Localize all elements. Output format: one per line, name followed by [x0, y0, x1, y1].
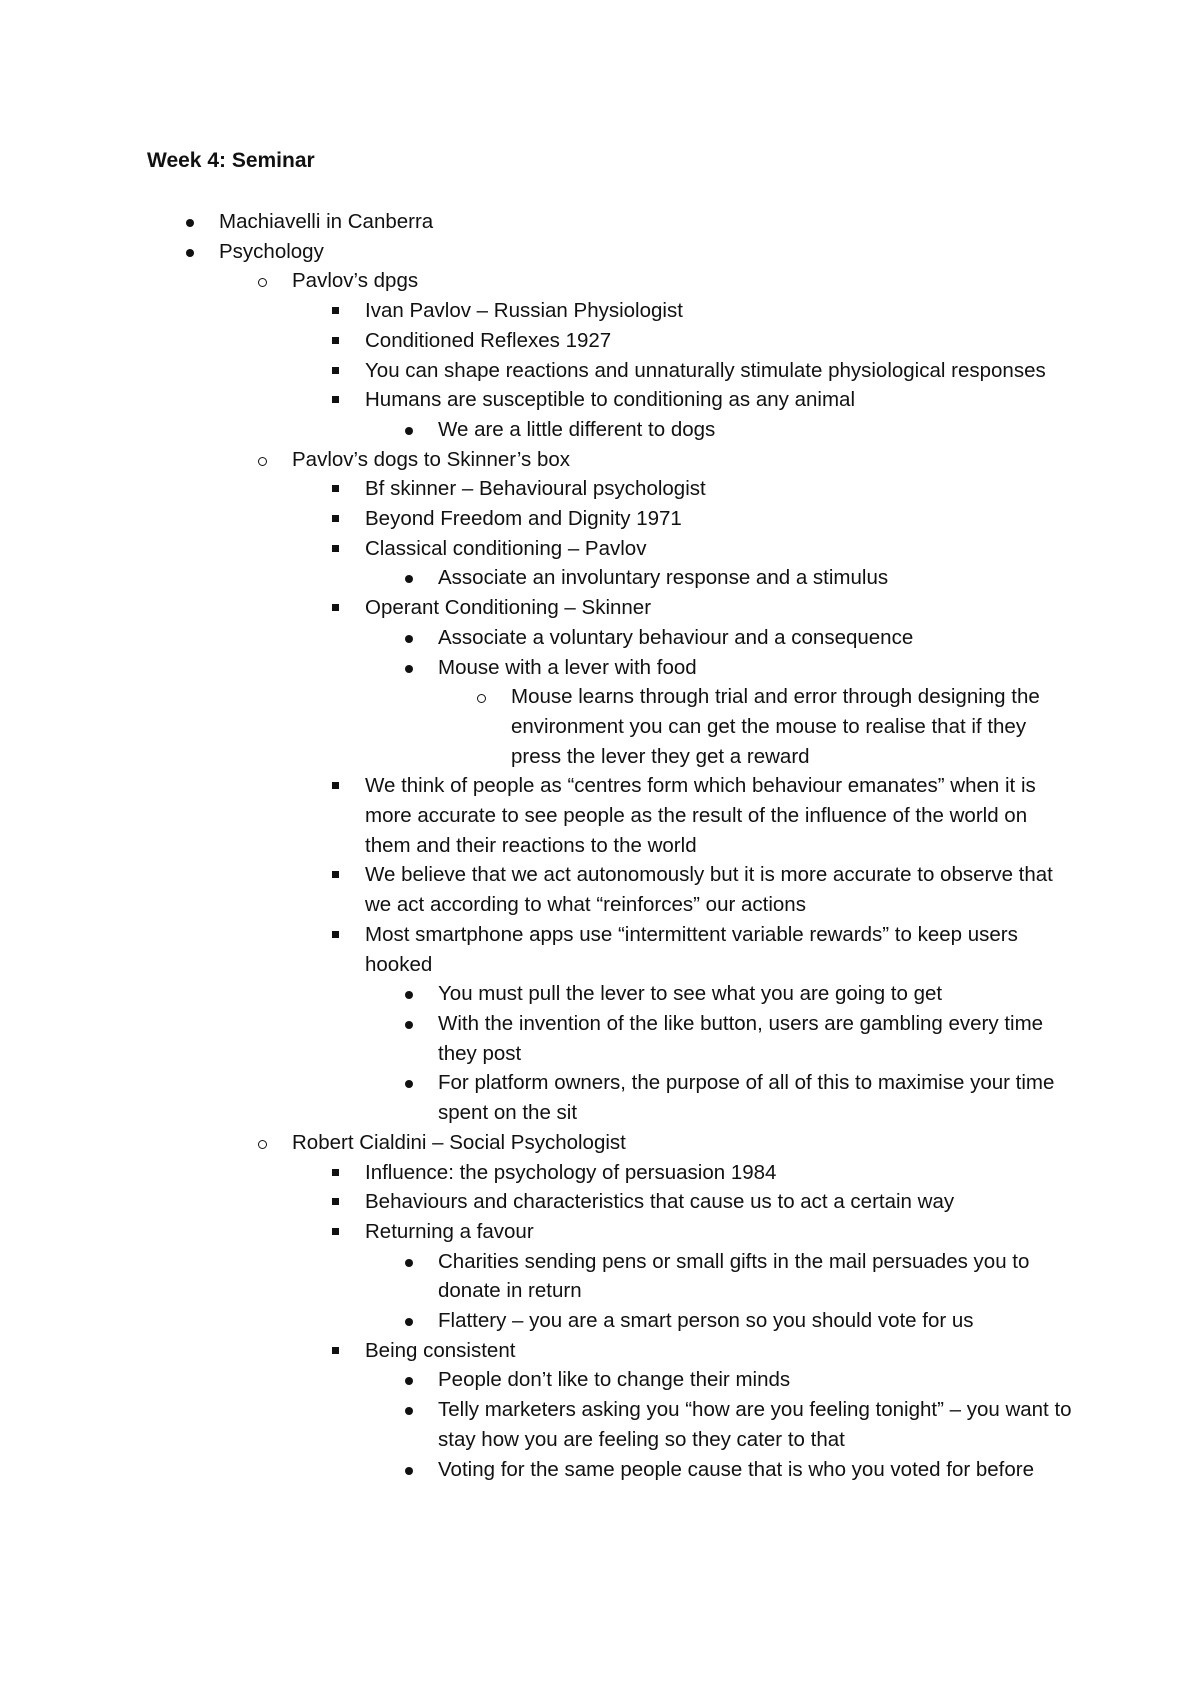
list-item-text: Charities sending pens or small gifts in the mail persuades you to donate in return — [438, 1249, 1030, 1303]
list-item — [0, 474, 1200, 504]
list-item — [0, 979, 1200, 1009]
list-item — [0, 1009, 1200, 1068]
list-item-text: With the invention of the like button, users are gambling every time they post — [438, 1011, 1044, 1065]
list-item-text: Voting for the same people cause that is who you voted for before — [438, 1457, 1035, 1481]
list-item-text: Ivan Pavlov – Russian Physiologist — [365, 299, 683, 323]
list-item-text: Influence: the psychology of persuasion 1984 — [365, 1160, 777, 1184]
list-item — [0, 1158, 1200, 1188]
list-item-text: Pavlov’s dpgs — [292, 269, 419, 293]
list-item — [0, 1247, 1200, 1306]
list-item-text: For platform owners, the purpose of all of this to maximise your time spent on the sit — [438, 1071, 1055, 1125]
list-item-text: Mouse with a lever with food — [438, 655, 697, 679]
list-item-text: Machiavelli in Canberra — [219, 210, 434, 233]
list-item — [0, 682, 1200, 771]
list-item — [0, 266, 1200, 296]
list-item-text: Beyond Freedom and Dignity 1971 — [365, 507, 682, 531]
list-item — [0, 623, 1200, 653]
list-item-text: Associate a voluntary behaviour and a consequence — [438, 625, 914, 649]
list-item — [0, 415, 1200, 445]
list-item — [0, 1217, 1200, 1247]
list-item — [0, 1068, 1200, 1127]
list-item — [0, 385, 1200, 415]
list-item-text: You must pull the lever to see what you are going to get — [438, 982, 943, 1006]
list-item-text: Robert Cialdini – Social Psychologist — [292, 1130, 626, 1154]
list-item — [0, 296, 1200, 326]
list-item — [0, 1306, 1200, 1336]
list-item-text: Returning a favour — [365, 1219, 534, 1243]
list-item — [0, 771, 1200, 860]
list-item-text: Associate an involuntary response and a stimulus — [438, 566, 889, 590]
list-item-text: Operant Conditioning – Skinner — [365, 596, 652, 620]
list-item — [0, 534, 1200, 564]
list-item-text: Pavlov’s dogs to Skinner’s box — [292, 447, 571, 471]
list-item — [0, 1187, 1200, 1217]
list-item — [0, 653, 1200, 683]
list-item — [0, 563, 1200, 593]
list-item-text: Behaviours and characteristics that cause us to act a certain way — [365, 1190, 955, 1214]
list-item — [0, 1365, 1200, 1395]
list-item-text: Telly marketers asking you “how are you feeling tonight” – you want to stay how you are feeling so they cater to that — [438, 1398, 1072, 1451]
list-item-text: Mouse learns through trial and error through designing the environment you can get the mouse to realise that if they press the lever they get a reward — [511, 685, 1040, 768]
list-item — [0, 1395, 1200, 1454]
list-item-text: Flattery – you are a smart person so you should vote for us — [438, 1309, 974, 1333]
list-item-text: You can shape reactions and unnaturally stimulate physiological responses — [365, 358, 1046, 382]
list-item — [0, 237, 1200, 267]
list-item-text: Most smartphone apps use “intermittent variable rewards” to keep users hooked — [365, 922, 1018, 976]
list-item-text: People don’t like to change their minds — [438, 1368, 791, 1392]
list-item-text: We are a little different to dogs — [438, 417, 716, 441]
list-item-text: Psychology — [219, 239, 324, 263]
list-item-text: Humans are susceptible to conditioning as any animal — [365, 388, 855, 412]
bullet-outline — [0, 207, 1200, 1484]
list-item — [0, 1336, 1200, 1366]
list-item — [0, 326, 1200, 356]
list-item — [0, 593, 1200, 623]
page-title: Week 4: Seminar — [147, 149, 315, 172]
list-item — [0, 445, 1200, 475]
list-item-text: Bf skinner – Behavioural psychologist — [365, 477, 706, 501]
list-item — [0, 356, 1200, 386]
list-item — [0, 207, 1200, 237]
list-item-text: Conditioned Reflexes 1927 — [365, 328, 612, 352]
list-item-text: Classical conditioning – Pavlov — [365, 536, 647, 560]
list-item — [0, 860, 1200, 919]
list-item-text: We believe that we act autonomously but it is more accurate to observe that we act according to what “reinforces” our actions — [365, 863, 1053, 917]
list-item-text: We think of people as “centres form which behaviour emanates” when it is more accurate to see people as the result of the influence of the world on them and their reactions to the world — [365, 774, 1036, 857]
list-item — [0, 504, 1200, 534]
list-item-text: Being consistent — [365, 1338, 516, 1362]
list-item — [0, 920, 1200, 979]
list-item — [0, 1128, 1200, 1158]
list-item — [0, 1455, 1200, 1485]
